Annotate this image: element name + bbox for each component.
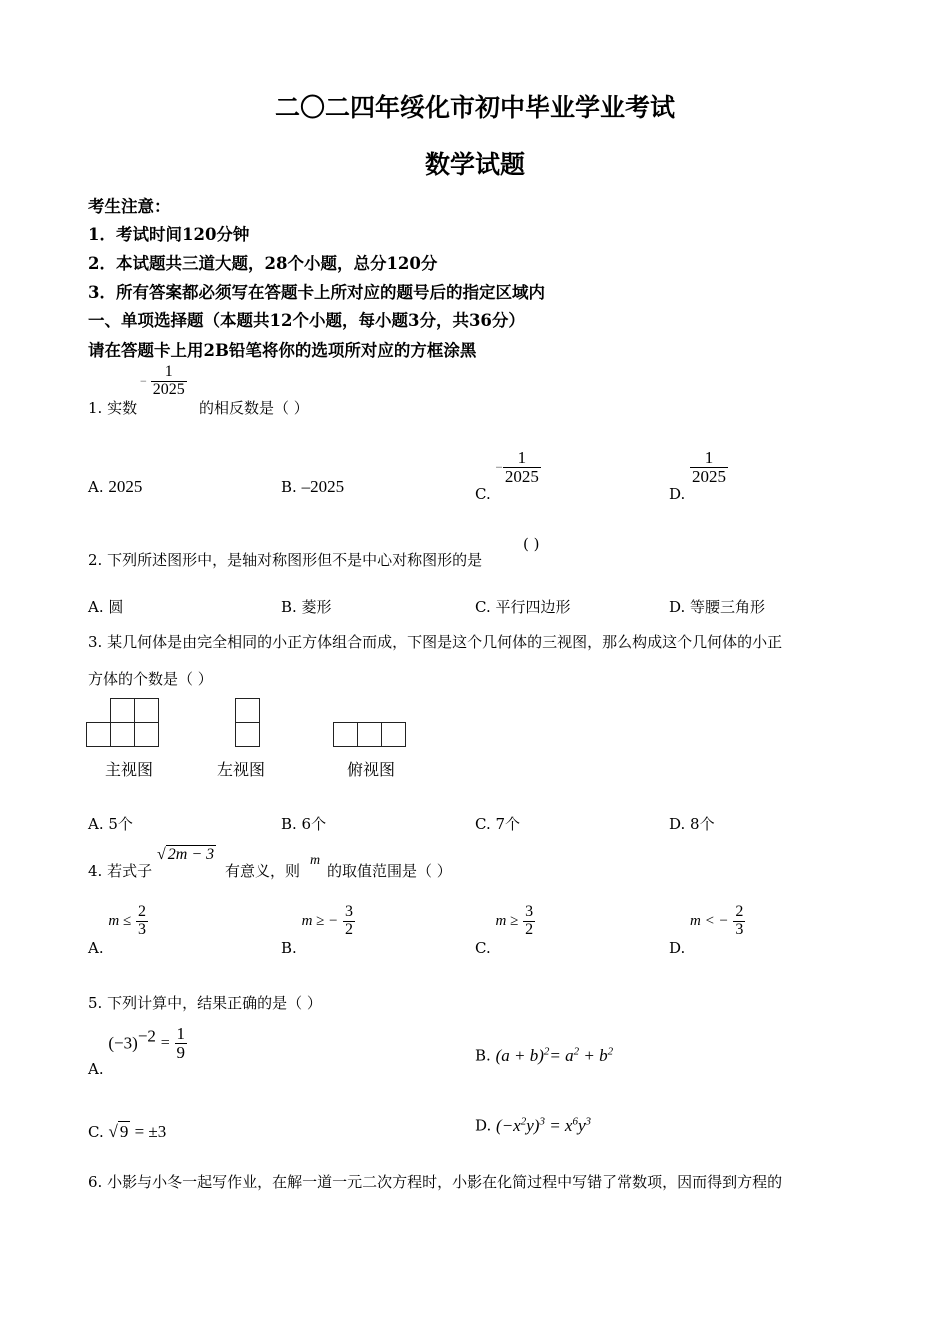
- exam-subtitle: 数学试题: [424, 150, 525, 179]
- q4-prefix: 4. 若式子: [88, 862, 153, 880]
- option-label: A.: [88, 1060, 104, 1079]
- q5-stem: 5. 下列计算中，结果正确的是（ ）: [88, 994, 322, 1012]
- q4-radical: [157, 845, 216, 864]
- q5-option-a[interactable]: [88, 1024, 187, 1079]
- q2-option-a[interactable]: A. 圆: [88, 598, 124, 616]
- notes-heading: 考生注意：: [88, 197, 171, 216]
- option-base: (−3): [108, 1033, 138, 1053]
- q3-option-c[interactable]: C. 7个: [475, 815, 521, 833]
- option-expression: $(a + b)^2= a^2 + b^2$: [495, 1045, 614, 1065]
- q3-stem-line2: 方体的个数是（ ）: [88, 670, 213, 688]
- option-label: C.: [475, 939, 491, 958]
- option-lhs: m ≥: [495, 912, 519, 929]
- q2-option-d[interactable]: D. 等腰三角形: [669, 598, 766, 616]
- view-cell: [381, 722, 406, 747]
- option-label: B.: [475, 1046, 491, 1065]
- q4-option-b[interactable]: [281, 903, 355, 958]
- fraction-denominator: 2025: [504, 466, 539, 486]
- option-label: D.: [669, 939, 686, 958]
- minus-sign: −: [140, 373, 147, 388]
- q5-option-d[interactable]: [475, 1115, 591, 1136]
- q1-expression: [140, 364, 187, 399]
- view-cell: [357, 722, 382, 747]
- sqrt-icon: √: [108, 1122, 118, 1141]
- fraction-denominator: 9: [176, 1042, 185, 1062]
- view-cell: [86, 722, 111, 747]
- left-view-caption: 左视图: [217, 760, 266, 779]
- q3-option-a[interactable]: A. 5个: [88, 815, 133, 833]
- q2-answer-paren: ( ): [523, 535, 540, 553]
- top-view-caption: 俯视图: [347, 760, 396, 779]
- exam-title: 二〇二四年绥化市初中毕业学业考试: [274, 93, 675, 122]
- option-label: A.: [88, 939, 104, 958]
- q3-option-d[interactable]: D. 8个: [669, 815, 715, 833]
- option-lhs: m ≤: [108, 912, 132, 929]
- q4-option-a[interactable]: [88, 903, 148, 958]
- fraction-denominator: 2: [345, 920, 354, 938]
- option-value: 2025: [108, 477, 143, 496]
- q1-option-a[interactable]: [88, 477, 142, 497]
- option-label: A.: [88, 478, 104, 496]
- q3-stem-line1: 3. 某几何体是由完全相同的小正方体组合而成，下图是这个几何体的三视图，那么构成这个几何体的小正: [88, 633, 783, 651]
- front-view-caption: 主视图: [105, 760, 154, 779]
- option-lhs: m ≥ −: [301, 912, 339, 929]
- q4-variable: m: [310, 853, 321, 868]
- section-instruction: 请在答题卡上用2B铅笔将你的选项所对应的方框涂黑: [88, 341, 477, 360]
- q1-suffix: 的相反数是（ ）: [199, 399, 309, 417]
- option-expression: √ 9 = ±3: [108, 1122, 167, 1141]
- fraction-numerator: 3: [525, 903, 534, 920]
- fraction-denominator: 3: [138, 920, 146, 938]
- fraction-denominator: 2: [525, 920, 534, 938]
- fraction-denominator: 2025: [692, 466, 727, 486]
- fraction-numerator: 1: [704, 448, 714, 467]
- equals-sign: =: [160, 1034, 170, 1052]
- section-title: 一、单项选择题（本题共12个小题，每小题3分，共36分）: [88, 311, 525, 330]
- option-label: C.: [475, 485, 491, 504]
- view-cell: [134, 698, 159, 723]
- view-cell: [235, 722, 260, 747]
- q1-option-c[interactable]: [475, 448, 541, 504]
- q3-option-b[interactable]: B. 6个: [281, 815, 327, 833]
- sqrt-icon: √: [157, 846, 166, 863]
- minus-sign: −: [495, 459, 503, 475]
- q6-stem: 6. 小影与小冬一起写作业，在解一道一元二次方程时，小影在化简过程中写错了常数项，因而得到方程的: [88, 1173, 783, 1191]
- option-label: D.: [475, 1116, 492, 1135]
- option-label: B.: [281, 939, 297, 958]
- fraction-denominator: 3: [735, 920, 744, 938]
- q4-option-d[interactable]: [669, 903, 745, 958]
- view-cell: [333, 722, 358, 747]
- fraction-numerator: 2: [735, 903, 744, 920]
- q1-prefix: 1. 实数: [88, 399, 138, 417]
- q2-option-b[interactable]: B. 菱形: [281, 598, 332, 616]
- q1-option-b[interactable]: [281, 477, 344, 497]
- fraction-numerator: 1: [164, 363, 173, 380]
- q5-option-b[interactable]: [475, 1045, 613, 1066]
- note-item: 1．考试时间120分钟: [88, 225, 250, 244]
- view-cell: [235, 698, 260, 723]
- q4-suffix: 的取值范围是（ ）: [327, 862, 452, 880]
- option-label: D.: [669, 485, 686, 504]
- note-item: 2．本试题共三道大题，28个小题，总分120分: [88, 254, 438, 273]
- option-exponent: −2: [137, 1026, 156, 1046]
- option-lhs: m < −: [690, 912, 729, 929]
- q1-option-d[interactable]: [669, 448, 728, 504]
- q5-option-c[interactable]: [88, 1121, 166, 1142]
- q2-stem: 2. 下列所述图形中，是轴对称图形但不是中心对称图形的是: [88, 551, 483, 569]
- q2-option-c[interactable]: C. 平行四边形: [475, 598, 571, 616]
- fraction-numerator: 1: [176, 1024, 185, 1043]
- q4-middle: 有意义，则: [225, 862, 301, 880]
- radicand: 2m − 3: [167, 846, 215, 863]
- option-label: B.: [281, 478, 297, 496]
- view-cell: [110, 722, 135, 747]
- view-cell: [134, 722, 159, 747]
- fraction-numerator: 1: [517, 448, 527, 467]
- fraction-numerator: 2: [138, 903, 146, 920]
- note-item: 3．所有答案都必须写在答题卡上所对应的题号后的指定区域内: [88, 283, 545, 302]
- fraction-numerator: 3: [345, 903, 354, 920]
- q4-option-c[interactable]: [475, 903, 535, 958]
- fraction-denominator: 2025: [152, 380, 185, 398]
- option-value: –2025: [301, 477, 345, 496]
- option-label: C.: [88, 1123, 104, 1141]
- view-cell: [110, 698, 135, 723]
- option-expression: $(-x^2y)^3 = x^6y^3$: [496, 1115, 592, 1135]
